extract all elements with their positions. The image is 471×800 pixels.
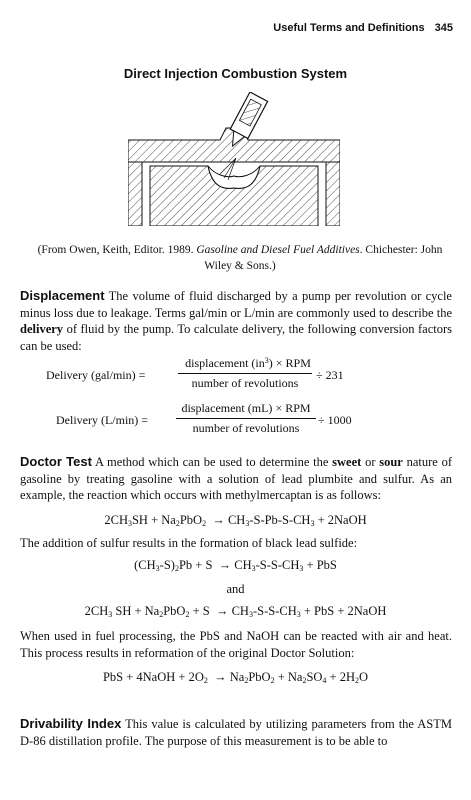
doctor-test-paragraph bbox=[20, 454, 452, 504]
reaction-2: $(CH_3-S)_2Pb + S \to CH_3-S-S-CH_3$ + PbS bbox=[134, 558, 337, 573]
caption-book-title: Gasoline and Diesel Fuel Additives bbox=[196, 244, 360, 256]
and-text: and bbox=[226, 582, 245, 596]
equation-denominator: number of revolutions bbox=[191, 376, 299, 390]
numerator-text-end: ) × RPM bbox=[268, 356, 311, 370]
term-doctor-test: Doctor Test bbox=[20, 454, 92, 469]
doctor-sulfur-text: The addition of sulfur results in the formation of black lead sulfide: bbox=[20, 536, 358, 550]
delivery-gal-equation bbox=[0, 356, 471, 396]
term-displacement: Displacement bbox=[20, 288, 105, 303]
section-title: Useful Terms and Definitions bbox=[273, 22, 425, 34]
caption-text-end: . Chichester: John Wiley & Sons.) bbox=[204, 244, 443, 272]
figure-caption bbox=[30, 242, 450, 274]
bold-sweet: sweet bbox=[332, 455, 362, 469]
bold-sour: sour bbox=[379, 455, 403, 469]
equation-denominator: number of revolutions bbox=[192, 421, 300, 435]
drivability-paragraph bbox=[20, 716, 452, 749]
numerator-text: displacement (in bbox=[185, 356, 265, 370]
reaction-4: PbS + 4NaOH + $2O_2 \to Na_2PbO_2 + Na_2SO_4 + 2H_2O$ bbox=[102, 670, 369, 685]
caption-text: (From Owen, Keith, Editor. 1989. bbox=[37, 244, 197, 256]
displacement-text-end: of fluid by the pump. To calculate delivery, the following conversion factors can be used: bbox=[20, 322, 452, 353]
numerator-superscript: 3 bbox=[264, 356, 269, 365]
delivery-l-equation bbox=[0, 401, 471, 441]
drivability-text: This value is calculated by utilizing parameters from the ASTM D-86 distillation profile. The purpose of this measurement is to be able to bbox=[20, 717, 453, 748]
equation-suffix: ÷ 1000 bbox=[318, 413, 352, 427]
bold-delivery: delivery bbox=[20, 322, 64, 336]
combustion-diagram bbox=[128, 92, 340, 226]
page-number: 345 bbox=[434, 22, 453, 34]
equation-numerator bbox=[182, 356, 314, 371]
doctor-text-end: nature of gasoline by treating gasoline with a solution of lead plumbite and sulfur. As an example, the reaction which occurs with methylmercaptan is as follows: bbox=[20, 455, 453, 502]
term-drivability-index: Drivability Index bbox=[20, 716, 122, 731]
doctor-text-or: or bbox=[361, 455, 380, 469]
doctor-text: A method which can be used to determine the bbox=[91, 455, 333, 469]
doctor-processing-text: When used in fuel processing, the PbS and NaOH can be reacted with air and heat. This process results in reformation of the original Doctor Solution: bbox=[20, 629, 452, 660]
fraction-bar bbox=[176, 418, 316, 419]
fraction-bar bbox=[178, 373, 312, 374]
reaction-3: $2CH_3$ SH + $Na_2PbO_2 + S \to CH_3-S-S-CH_3$ + PbS + 2NaOH bbox=[84, 604, 387, 619]
reaction-1: $2CH_3SH + Na_2PbO_2 \to CH_3-S-Pb-S-CH_3$ + 2NaOH bbox=[104, 513, 367, 528]
displacement-text: The volume of fluid discharged by a pump per revolution or cycle minus loss due to leakage. Terms gal/min or L/min are commonly used to describe the bbox=[20, 289, 452, 320]
running-header bbox=[273, 22, 453, 34]
figure-title: Direct Injection Combustion System bbox=[123, 66, 348, 81]
equation-suffix: ÷ 231 bbox=[316, 368, 344, 382]
equation-lhs: Delivery (gal/min) = bbox=[46, 368, 146, 382]
displacement-paragraph bbox=[20, 288, 452, 354]
equation-lhs: Delivery (L/min) = bbox=[56, 413, 149, 427]
equation-numerator: displacement (mL) × RPM bbox=[181, 401, 311, 415]
